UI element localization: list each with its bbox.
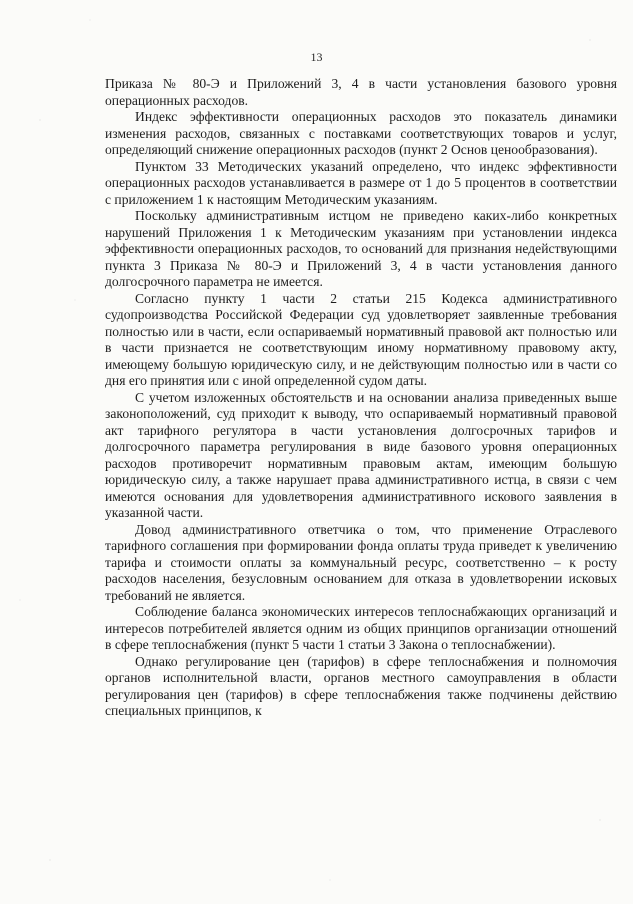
page-number: 13 <box>310 50 323 64</box>
paragraph-6: С учетом изложенных обстоятельств и на основании анализа приведенных выше законоположений, суд приходит к выводу, что оспариваемый нормативный правовой акт тарифного регулятора в части установления долгосрочных тарифов и долгосрочного параметра регулирования в виде базового уровня операционных расходов противоречит нормативным правовым актам, имеющим большую юридическую силу, а также нарушает права административного истца, в связи с чем имеются основания для удовлетворения административного искового заявления в указанной части. <box>105 389 617 520</box>
paragraph-2: Индекс эффективности операционных расходов это показатель динамики изменения расходов, связанных с поставками соответствующих товаров и услуг, определяющий снижение операционных расходов (пункт 2 Основ ценообразования). <box>105 109 617 157</box>
paragraph-9: Однако регулирование цен (тарифов) в сфере теплоснабжения и полномочия органов исполнительной власти, органов местного самоуправления в области регулирования цен (тарифов) в сфере теплоснабжения также подчинены действию специальных принципов, к <box>105 653 617 718</box>
paragraph-1: Приказа № 80-Э и Приложений 3, 4 в части установления базового уровня операционных расходов. <box>105 76 617 108</box>
paragraph-3: Пунктом 33 Методических указаний определено, что индекс эффективности операционных расходов устанавливается в размере от 1 до 5 процентов в соответствии с приложением 1 к настоящим Методическим указаниям. <box>105 158 617 207</box>
paragraph-7: Довод административного ответчика о том, что применение Отраслевого тарифного соглашения при формировании фонда оплаты труда приведет к увеличению тарифа и стоимости оплаты за коммунальный ресурс, соответственно – к росту расходов населения, безусловным основанием для отказа в удовлетворении исковых требований не является. <box>105 521 617 603</box>
paragraph-8: Соблюдение баланса экономических интересов теплоснабжающих организаций и интересов потребителей является одним из общих принципов организации отношений в сфере теплоснабжения (пункт 5 части 1 статьи 3 Закона о теплоснабжении). <box>105 604 617 652</box>
paragraph-5: Согласно пункту 1 части 2 статьи 215 Кодекса административного судопроизводства Российской Федерации суд удовлетворяет заявленные требования полностью или в части, если оспариваемый нормативный правовой акт полностью или в части признается не соответствующим иному нормативному правовому акту, имеющему большую юридическую силу, и не действующим полностью или в части со дня его принятия или с иной определенной судом даты. <box>105 290 617 388</box>
paragraph-4: Поскольку административным истцом не приведено каких-либо конкретных нарушений Приложения 1 к Методическим указаниям при установлении индекса эффективности операционных расходов, то оснований для признания недействующими пункта 3 Приказа № 80-Э и Приложений 3, 4 в части установления данного долгосрочного параметра не имеется. <box>105 208 617 289</box>
document-body <box>105 76 617 720</box>
